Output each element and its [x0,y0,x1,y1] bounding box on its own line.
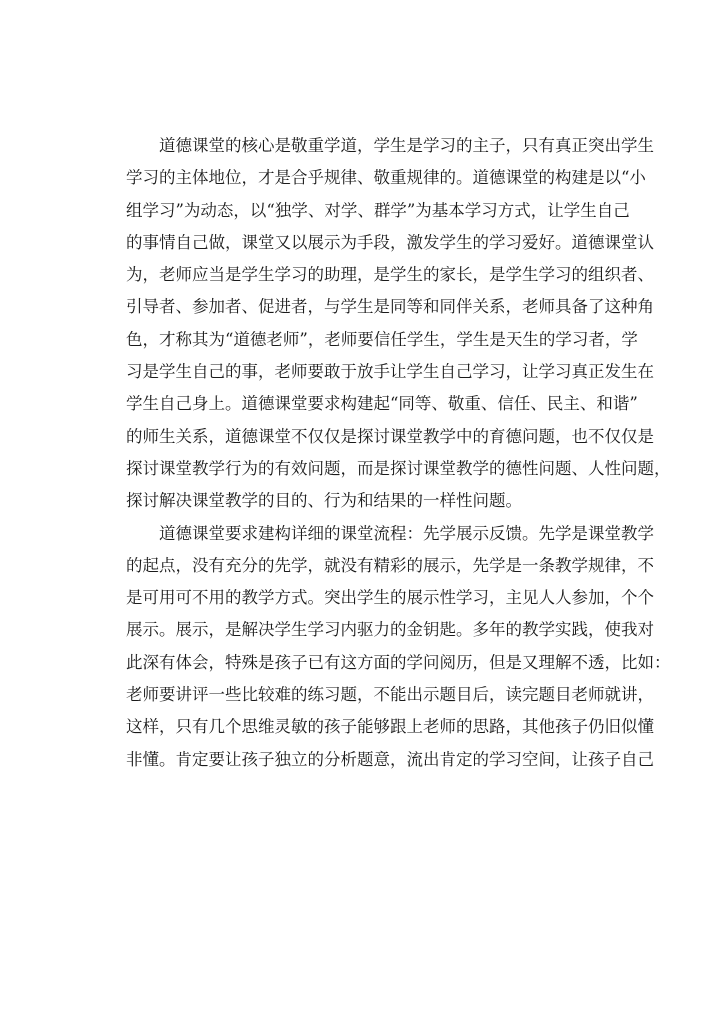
text-line: 此深有体会，特殊是孩子已有这方面的学问阅历，但是又理解不透，比如： [126,652,671,672]
text-line: 组学习”为动态，以“独学、对学、群学”为基本学习方式，让学生自己 [126,200,630,220]
text-line: 引导者、参加者、促进者，与学生是同等和同伴关系，老师具备了这种角 [126,297,654,317]
text-line: 是可用可不用的教学方式。突出学生的展示性学习，主见人人参加，个个 [126,588,654,608]
body-text [126,130,671,776]
text-line: 非懂。肯定要让孩子独立的分析题意，流出肯定的学习空间，让孩子自己 [126,749,654,769]
text-line: 探讨解决课堂教学的目的、行为和结果的一样性问题。 [126,491,522,511]
paragraph-2 [126,518,671,776]
text-line: 的事情自己做，课堂又以展示为手段，激发学生的学习爱好。道德课堂认 [126,232,654,252]
text-line: 展示。展示，是解决学生学习内驱力的金钥匙。多年的教学实践，使我对 [126,620,654,640]
text-line: 的起点，没有充分的先学，就没有精彩的展示，先学是一条教学规律，不 [126,555,654,575]
text-line: 道德课堂要求建构详细的课堂流程：先学展示反馈。先学是课堂教学 [159,523,654,543]
text-line: 习是学生自己的事，老师要敢于放手让学生自己学习，让学习真正发生在 [126,362,654,382]
text-line: 道德课堂的核心是敬重学道，学生是学习的主子，只有真正突出学生 [159,136,654,155]
paragraph-1 [126,130,671,518]
text-line: 学习的主体地位，才是合乎规律、敬重规律的。道德课堂的构建是以“小 [126,168,646,188]
text-line: 这样，只有几个思维灵敏的孩子能够跟上老师的思路，其他孩子仍旧似懂 [126,717,654,737]
text-line: 色，才称其为“道德老师”，老师要信任学生，学生是天生的学习者，学 [126,329,638,349]
text-line: 探讨课堂教学行为的有效问题，而是探讨课堂教学的德性问题、人性问题， [126,458,671,478]
text-line: 老师要讲评一些比较难的练习题，不能出示题目后，读完题目老师就讲， [126,685,654,705]
text-line: 的师生关系，道德课堂不仅仅是探讨课堂教学中的育德问题，也不仅仅是 [126,426,654,446]
text-line: 学生自己身上。道德课堂要求构建起“同等、敬重、信任、民主、和谐” [126,394,638,414]
text-line: 为，老师应当是学生学习的助理，是学生的家长，是学生学习的组织者、 [126,265,654,285]
